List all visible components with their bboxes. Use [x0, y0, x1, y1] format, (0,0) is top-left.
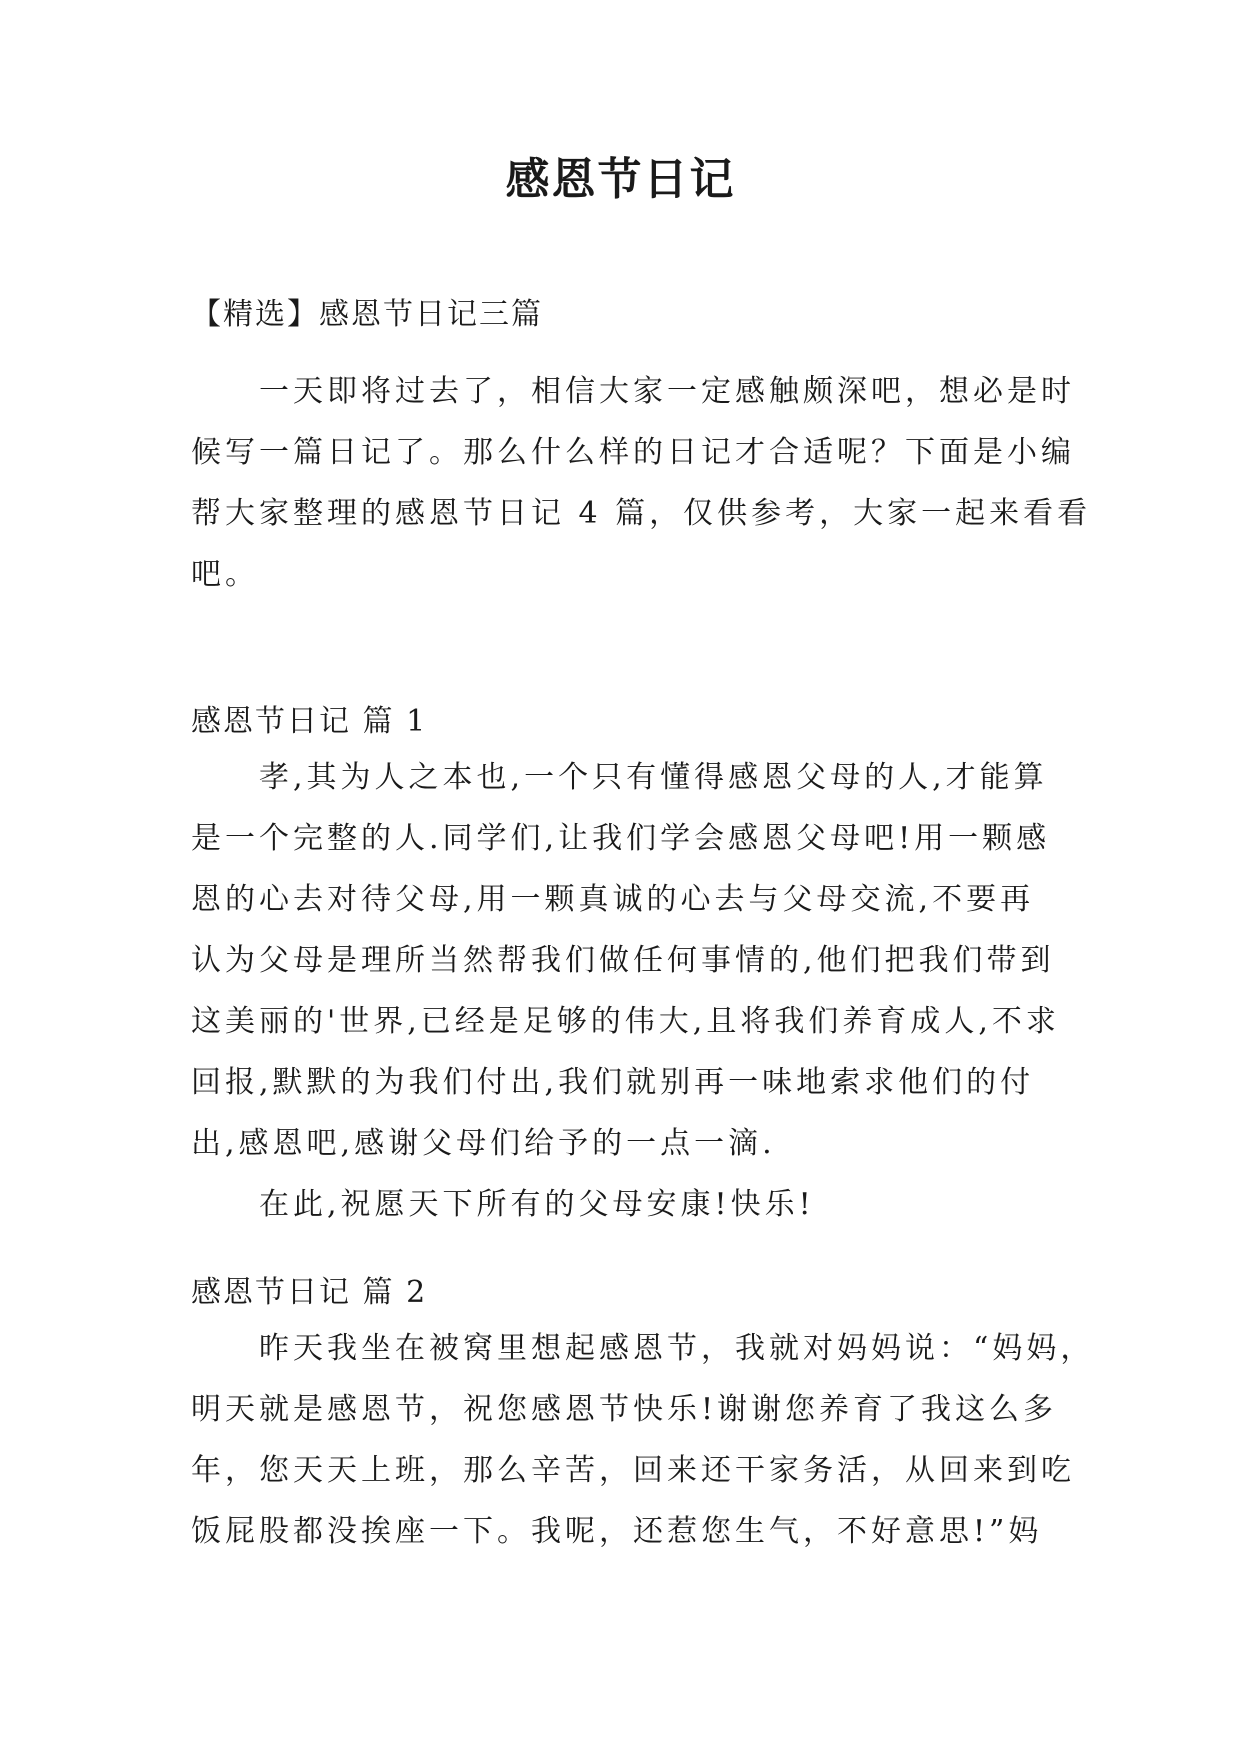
document-title: 感恩节日记 [505, 154, 736, 205]
text-line: 昨天我坐在被窝里想起感恩节，我就对妈妈说：“妈妈， [191, 1331, 1095, 1366]
intro-paragraph [191, 361, 1092, 605]
text-line: 恩的心去对待父母,用一颗真诚的心去与父母交流,不要再 [191, 882, 1035, 917]
text-line: 明天就是感恩节，祝您感恩节快乐!谢谢您养育了我这么多 [191, 1392, 1058, 1427]
text-line: 回报,默默的为我们付出,我们就别再一味地索求他们的付 [191, 1065, 1035, 1100]
text-line: 帮大家整理的感恩节日记 4 篇，仅供参考，大家一起来看看 [191, 496, 1092, 531]
text-line: 在此,祝愿天下所有的父母安康!快乐! [191, 1187, 815, 1222]
text-line: 认为父母是理所当然帮我们做任何事情的,他们把我们带到 [191, 943, 1055, 978]
text-line: 这美丽的'世界,已经是足够的伟大,且将我们养育成人,不求 [191, 1004, 1060, 1039]
section-1-body [191, 747, 1060, 1235]
section-heading-2: 感恩节日记 篇 2 [191, 1275, 428, 1310]
text-line: 吧。 [191, 557, 259, 592]
text-line: 孝,其为人之本也,一个只有懂得感恩父母的人,才能算 [191, 760, 1048, 795]
text-line: 出,感恩吧,感谢父母们给予的一点一滴. [191, 1126, 776, 1161]
section-2-body [191, 1318, 1095, 1562]
text-line: 是一个完整的人.同学们,让我们学会感恩父母吧!用一颗感 [191, 821, 1051, 856]
text-line: 年，您天天上班，那么辛苦，回来还干家务活，从回来到吃 [191, 1453, 1075, 1488]
document-subtitle: 【精选】感恩节日记三篇 [191, 297, 543, 332]
text-line: 一天即将过去了，相信大家一定感触颇深吧，想必是时 [191, 374, 1075, 409]
section-heading-1: 感恩节日记 篇 1 [191, 704, 428, 739]
text-line: 候写一篇日记了。那么什么样的日记才合适呢？下面是小编 [191, 435, 1075, 470]
text-line: 饭屁股都没挨座一下。我呢，还惹您生气，不好意思!”妈 [191, 1514, 1043, 1549]
